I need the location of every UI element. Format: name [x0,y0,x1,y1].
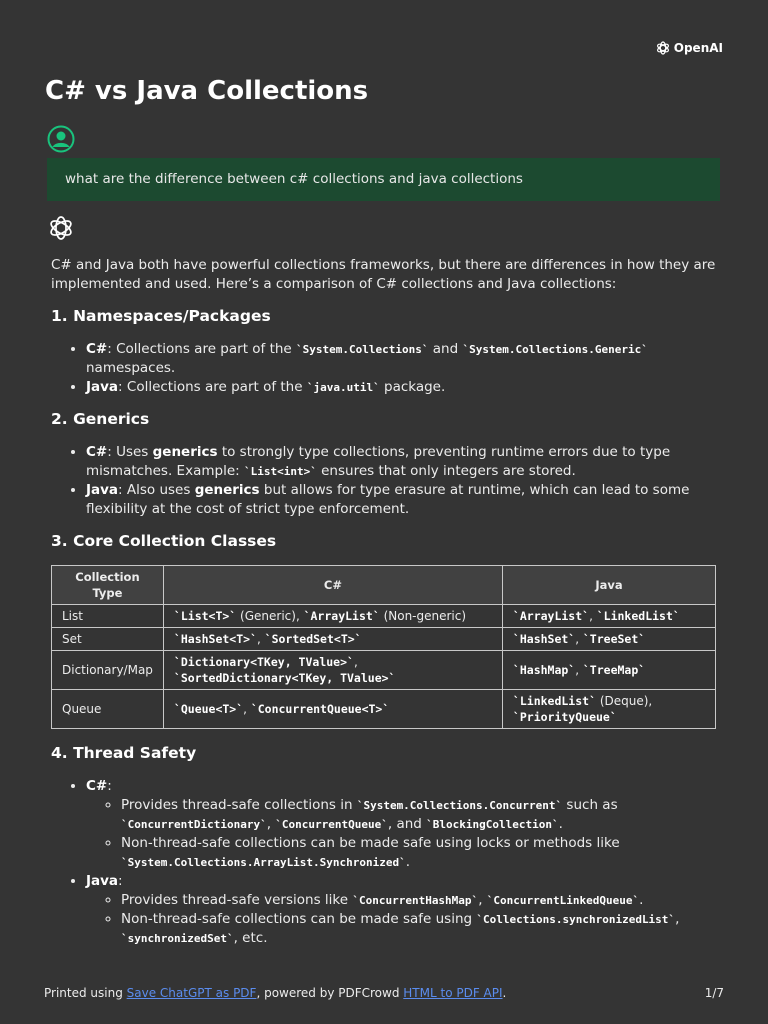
table-cell: Queue [52,690,164,729]
assistant-response [51,256,721,960]
chatgpt-logo-icon [47,214,75,242]
table-cell: `Dictionary<TKey, TValue>`, `SortedDictionary<TKey, TValue>` [163,651,502,690]
page-title: C# vs Java Collections [45,76,369,106]
section-heading-core-classes: 3. Core Collection Classes [51,532,277,550]
page-footer [44,986,724,1000]
list-item: • Java: Collections are part of the `java.util` package. [86,378,721,397]
list-item: ◦ Provides thread-safe versions like `ConcurrentHashMap`, `ConcurrentLinkedQueue`. [121,891,721,910]
table-header-row [52,566,716,605]
table-header: C# [163,566,502,605]
section-heading-thread-safety: 4. Thread Safety [51,744,197,762]
user-message: what are the difference between c# collections and java collections [47,158,720,201]
thread-safety-list [51,777,721,948]
table-cell: `List<T>` (Generic), `ArrayList` (Non-generic) [163,605,502,628]
chatgpt-avatar [47,214,75,246]
list-item: • C#: Uses generics to strongly type collections, preventing runtime errors due to type mismatches. Example: `List<int>` ensures that only integers are stored. [86,443,721,481]
table-cell: List [52,605,164,628]
table-cell: Dictionary/Map [52,651,164,690]
openai-logo-text: OpenAI [673,41,723,55]
list-item: • C#: Collections are part of the `System.Collections` and `System.Collections.Generic` namespaces. [86,340,721,378]
user-avatar-icon [47,125,75,153]
namespaces-list [51,340,721,397]
collections-table [51,565,716,729]
table-row [52,690,716,729]
table-cell: `HashSet<T>`, `SortedSet<T>` [163,628,502,651]
list-item: ◦ Non-thread-safe collections can be made safe using locks or methods like `System.Collections.ArrayList.Synchronized`. [121,834,721,872]
table-row [52,628,716,651]
section-heading-namespaces: 1. Namespaces/Packages [51,307,271,325]
table-cell: `LinkedList` (Deque), `PriorityQueue` [502,690,715,729]
user-avatar [47,125,75,157]
section-heading-generics: 2. Generics [51,410,150,428]
table-cell: `ArrayList`, `LinkedList` [502,605,715,628]
generics-list [51,443,721,519]
openai-logo [655,40,723,56]
footer-credit: Printed using Save ChatGPT as PDF, powered by PDFCrowd HTML to PDF API. [44,986,507,1000]
list-item: ◦ Non-thread-safe collections can be made safe using `Collections.synchronizedList`, `synchronizedSet`, etc. [121,910,721,948]
page-number: 1/7 [704,986,724,1000]
table-cell: `HashSet`, `TreeSet` [502,628,715,651]
table-header: Collection Type [52,566,164,605]
csharp-sublist [86,796,721,872]
html-to-pdf-link[interactable]: HTML to PDF API [403,986,503,1000]
intro-paragraph: C# and Java both have powerful collections frameworks, but there are differences in how they are implemented and used. Here’s a comparison of C# collections and Java collections: [51,257,716,292]
table-row [52,651,716,690]
list-item: • C#: ◦ Provides thread-safe collections in `System.Collections.Concurrent` such as `ConcurrentDictionary`, `ConcurrentQueue`, and `BlockingCollection`. ◦ Non-thread-safe collections can be made safe using locks or methods like `System.Collections.ArrayList.Synchronized`. [86,777,721,872]
save-chatgpt-link[interactable]: Save ChatGPT as PDF [126,986,257,1000]
openai-logo-icon [655,40,671,56]
java-sublist [86,891,721,948]
table-cell: `HashMap`, `TreeMap` [502,651,715,690]
table-cell: `Queue<T>`, `ConcurrentQueue<T>` [163,690,502,729]
table-cell: Set [52,628,164,651]
table-row [52,605,716,628]
table-header: Java [502,566,715,605]
list-item: ◦ Provides thread-safe collections in `System.Collections.Concurrent` such as `ConcurrentDictionary`, `ConcurrentQueue`, and `BlockingCollection`. [121,796,721,834]
list-item: • Java: Also uses generics but allows for type erasure at runtime, which can lead to some flexibility at the cost of strict type enforcement. [86,481,721,519]
list-item: • Java: ◦ Provides thread-safe versions like `ConcurrentHashMap`, `ConcurrentLinkedQueue`. ◦ Non-thread-safe collections can be made safe using `Collections.synchronizedList`, `synchronizedSet`, etc. [86,872,721,948]
